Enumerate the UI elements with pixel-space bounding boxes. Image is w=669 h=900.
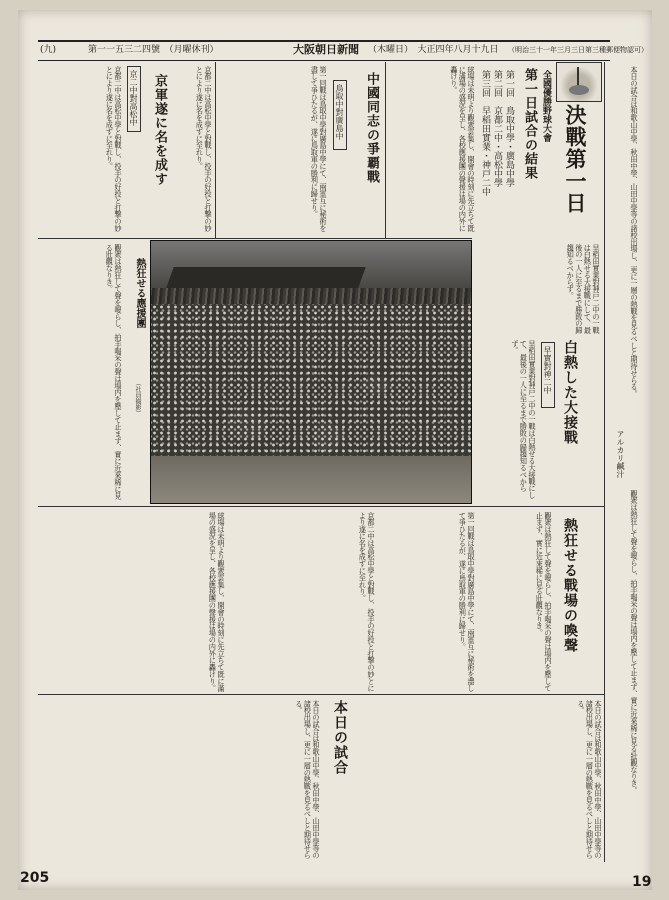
article-body-lower-mid-right: 第一回戰は鳥取中學對廣島中學にて、兩軍互に秘術を盡して爭ひたるが、遂に鳥取軍の勝利に歸せり。 bbox=[458, 512, 476, 692]
headline-first-day-results: 第一日試合の結果 bbox=[522, 68, 537, 180]
masthead bbox=[38, 40, 648, 61]
section-label-tottori-hiroshima: 鳥取中對廣島中 bbox=[335, 84, 344, 140]
article-body-opening: 球場は未明より觀衆雲集し、開會の時刻に先立ちて既に滿場の盛況を呈し、各校應援團の聲援は場の内外に轟けり。 bbox=[449, 66, 476, 232]
paper-name: 大阪朝日新聞 bbox=[293, 43, 359, 56]
section-rule bbox=[38, 694, 604, 695]
issue-date: （木曜日） 大正四年八月十九日 bbox=[368, 45, 499, 55]
article-body-lower-left: 球場は未明より觀衆雲集し、開會の時刻に先立ちて既に滿場の盛況を呈し、各校應援團の聲援は場の内外に轟けり。 bbox=[208, 512, 226, 692]
page-number-left: 205 bbox=[20, 870, 50, 886]
photo-caption: 熱狂せる應援團 bbox=[134, 258, 145, 328]
article-body-lower-right: 觀衆は熱狂して聲を嗄らし、拍手喝采の聲は場内を壓して止まず、實に近來稀に見る壯觀なりき。 bbox=[535, 512, 553, 692]
photo-cheering-crowd bbox=[150, 240, 472, 504]
article-body-right-mid: 早稻田實業對神戸二中の一戰は白熱せる大接戰にして、最後の一人に至るまで勝敗の歸趨知るべからず。 bbox=[566, 244, 601, 334]
section-rule bbox=[38, 238, 472, 239]
column-rule bbox=[385, 62, 386, 238]
main-headline: 決戰第一日 bbox=[563, 104, 588, 214]
right-edge-ad-title: アルカリ鹹汁 bbox=[616, 430, 625, 478]
right-edge-text-lower: 觀衆は熱狂して聲を嗄らし、拍手喝采の聲は場内を壓して止まず、實に近來稀に見る壯觀なりき。 bbox=[630, 490, 639, 794]
article-body-kyoto-b: 京都二中は高松中學と對戰し、投手の好投と打撃の妙とにより遂に名を成すに至れり。 bbox=[105, 66, 123, 232]
article-body-kyoto-a: 京都二中は高松中學と對戰し、投手の好投と打撃の妙とにより遂に名を成すに至れり。 bbox=[195, 66, 213, 232]
issue-number: 第一一五三二四號 （月曜休刊） bbox=[88, 45, 219, 55]
article-body-tottori: 第一回戰は鳥取中學對廣島中學にて、兩軍互に秘術を盡して爭ひたるが、遂に鳥取軍の勝利に歸せり。 bbox=[310, 66, 328, 232]
column-rule bbox=[215, 62, 216, 238]
postal-notice: （明治三十一年三月三日第三種郵便物認可） bbox=[508, 46, 648, 54]
column-rule bbox=[604, 62, 605, 862]
photo-credit: （社員撮影） bbox=[134, 380, 141, 416]
article-body-left-mid: 觀衆は熱狂して聲を嗄らし、拍手喝采の聲は場内を壓して止まず、實に近來稀に見る壯觀なりき。 bbox=[105, 244, 123, 500]
article-body-waseda: 早稻田實業對神戸二中の一戰は白熱せる大接戰にして、最後の一人に至るまで勝敗の歸趨知るべからず。 bbox=[510, 340, 537, 499]
section-rule bbox=[38, 506, 604, 507]
section-label-kyoto-takamatsu: 京二中對高松中 bbox=[129, 70, 138, 126]
result-round-2: 第二回 京都二中・高松中學 bbox=[492, 70, 502, 187]
result-round-1: 第一回 鳥取中學・廣島中學 bbox=[504, 70, 514, 187]
page-number-right: 19 bbox=[632, 874, 652, 890]
headline-kyoto-victory: 京軍遂に名を成す bbox=[152, 74, 167, 186]
headline-chugoku-battle: 中國同志の爭覇戰 bbox=[364, 72, 379, 184]
headline-battlefield-roar: 熱狂せる戰場の喚聲 bbox=[562, 518, 578, 653]
headline-close-game: 白熱した大接戰 bbox=[562, 340, 578, 445]
headline-sub-tournament: 全國優勝野球大會 bbox=[541, 70, 551, 142]
headline-todays-games: 本日の試合 bbox=[332, 700, 348, 775]
tournament-emblem-icon bbox=[556, 62, 602, 102]
result-round-3: 第三回 早稻田實業・神戸二中 bbox=[480, 70, 490, 196]
page-number-label: (九) bbox=[40, 45, 57, 55]
article-body-bottom-right: 本日の試合は和歌山中學、秋田中學、山田中學等の諸校出場し、更に一層の熱戰を見るべしと期待せらる。 bbox=[576, 700, 603, 859]
article-body-bottom-left: 本日の試合は和歌山中學、秋田中學、山田中學等の諸校出場し、更に一層の熱戰を見るべしと期待せらる。 bbox=[294, 700, 321, 859]
right-edge-text: 本日の試合は和歌山中學、秋田中學、山田中學等の諸校出場し、更に一層の熱戰を見るべしと期待せらる。 bbox=[630, 66, 639, 398]
section-label-waseda-kobe: 早實對神二中 bbox=[543, 346, 552, 394]
article-body-lower-mid: 京都二中は高松中學と對戰し、投手の好投と打撃の妙とにより遂に名を成すに至れり。 bbox=[358, 512, 376, 692]
